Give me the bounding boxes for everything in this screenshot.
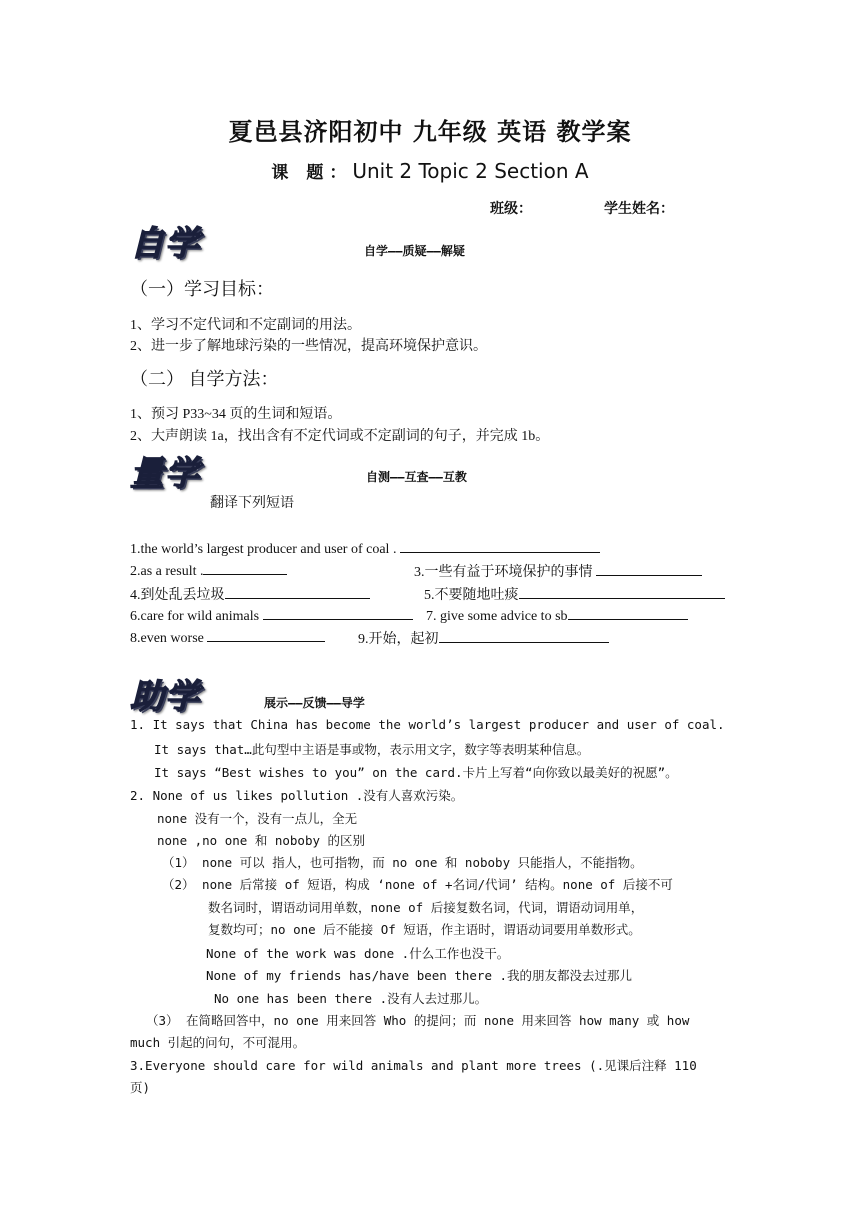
exercise-item-2 [130, 561, 287, 580]
liangxue-banner: 量学 [130, 454, 200, 494]
liangxue-heading: 自测——互查——互教 [366, 470, 467, 484]
note-line: none 没有一个，没有一点儿，全无 [157, 811, 358, 826]
answer-blank[interactable] [568, 606, 688, 620]
note-line: It says that…此句型中主语是事或物，表示用文字，数字等表明某种信息。 [154, 742, 590, 757]
note-line: （2） none 后常接 of 短语，构成 ‘none of +名词/代词’ 结构。none of 后接不可 [162, 877, 673, 892]
goal-2: 2、进一步了解地球污染的一些情况，提高环境保护意识。 [130, 339, 487, 354]
answer-blank[interactable] [439, 629, 609, 643]
exercise-item-5 [424, 584, 725, 604]
zixue-banner: 自学 [130, 224, 200, 264]
page-title: 夏邑县济阳初中 九年级 英语 教学案 [228, 118, 632, 146]
note-line: None of the work was done .什么工作也没干。 [206, 946, 510, 961]
exercise-text: 8.even worse [130, 631, 204, 646]
answer-blank[interactable] [225, 585, 370, 599]
exercise-text: 7. give some advice to sb [426, 609, 568, 624]
note-line: （3） 在简略回答中，no one 用来回答 Who 的提问；而 none 用来回答 how many 或 how [146, 1013, 690, 1028]
subtitle-label: 课 题： [271, 163, 353, 183]
exercise-text: 9.开始，起初 [358, 632, 439, 647]
class-label: 班级： [490, 201, 532, 217]
note-line: 1. It says that China has become the world’s largest producer and user of coal. [130, 717, 725, 732]
method-1: 1、预习 P33~34 页的生词和短语。 [130, 407, 342, 422]
zhuxue-heading: 展示——反馈——导学 [264, 696, 365, 710]
answer-blank[interactable] [596, 562, 702, 576]
method-title: （二） 自学方法： [130, 369, 279, 389]
answer-blank[interactable] [203, 561, 287, 575]
goals-title: （一）学习目标： [130, 279, 274, 299]
goal-1: 1、学习不定代词和不定副词的用法。 [130, 318, 361, 333]
answer-blank[interactable] [519, 585, 725, 599]
exercise-text: 1.the world’s largest producer and user of coal . [130, 542, 397, 557]
answer-blank[interactable] [400, 539, 600, 553]
exercise-text: 6.care for wild animals [130, 609, 260, 624]
note-line: none ,no one 和 noboby 的区别 [157, 833, 366, 848]
exercise-text: 2.as a result . [130, 564, 204, 579]
note-line: 复数均可；no one 后不能接 Of 短语，作主语时，谓语动词要用单数形式。 [208, 922, 641, 937]
exercise-item-8 [130, 628, 325, 647]
answer-blank[interactable] [263, 606, 413, 620]
note-line: It says “Best wishes to you” on the card.卡片上写着“向你致以最美好的祝愿”。 [154, 765, 678, 780]
exercise-item-6 [130, 606, 413, 625]
exercise-item-3 [414, 561, 702, 581]
exercise-item-7 [426, 606, 688, 625]
zhuxue-banner: 助学 [130, 677, 200, 717]
method-2: 2、大声朗读 1a，找出含有不定代词或不定副词的句子，并完成 1b。 [130, 429, 550, 444]
note-line: 数名词时，谓语动词用单数，none of 后接复数名词，代词，谓语动词用单， [208, 900, 644, 915]
note-line: 2. None of us likes pollution .没有人喜欢污染。 [130, 788, 464, 803]
exercise-item-9 [358, 628, 609, 648]
note-line: 3.Everyone should care for wild animals and plant more trees (.见课后注释 110 [130, 1058, 697, 1073]
lesson-subtitle [0, 158, 860, 183]
note-line: much 引起的问句，不可混用。 [130, 1035, 306, 1050]
note-line: None of my friends has/have been there .我的朋友都没去过那儿 [206, 968, 633, 983]
note-line: 页) [130, 1080, 151, 1095]
exercise-item-4 [130, 584, 370, 604]
exercise-text: 4.到处乱丢垃圾 [130, 588, 225, 603]
translate-instruction: 翻译下列短语 [210, 496, 294, 511]
exercise-text: 3.一些有益于环境保护的事情 [414, 565, 593, 580]
note-line: （1） none 可以 指人，也可指物，而 no one 和 noboby 只能指人，不能指物。 [162, 855, 643, 870]
exercise-item-1 [130, 539, 600, 558]
zixue-heading: 自学——质疑——解疑 [364, 244, 465, 258]
answer-blank[interactable] [207, 628, 325, 642]
subtitle-text: Unit 2 Topic 2 Section A [352, 159, 589, 183]
note-line: No one has been there .没有人去过那儿。 [214, 991, 488, 1006]
student-name-label: 学生姓名： [604, 201, 674, 217]
exercise-text: 5.不要随地吐痰 [424, 588, 519, 603]
